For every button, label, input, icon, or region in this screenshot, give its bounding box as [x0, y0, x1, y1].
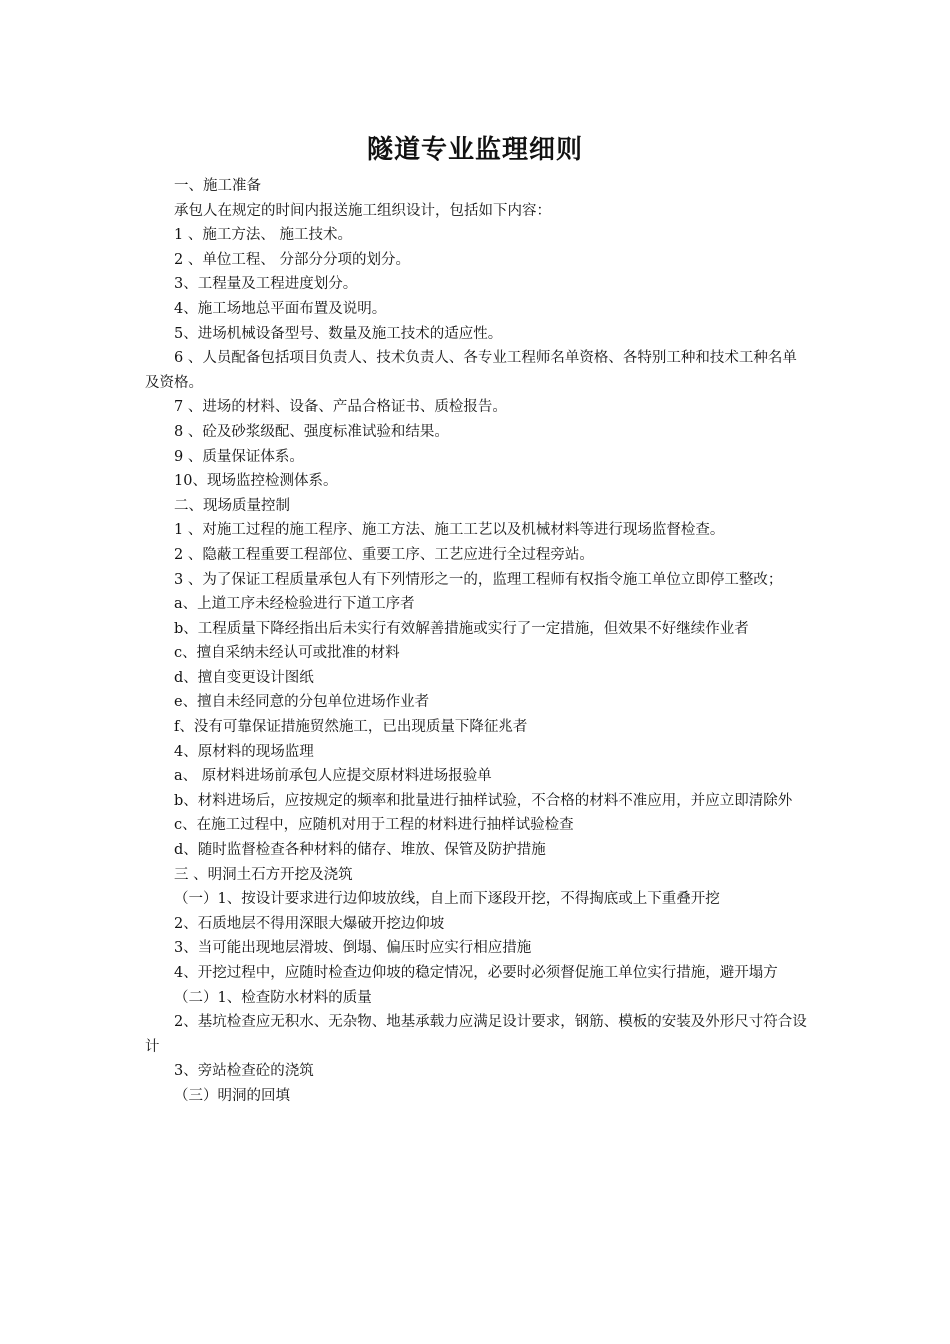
body-paragraph: （一）1、按设计要求进行边仰坡放线，自上而下逐段开挖，不得掏底或上下重叠开挖	[174, 891, 720, 908]
body-paragraph: 二、现场质量控制	[174, 497, 290, 514]
document-body	[145, 174, 810, 1109]
body-paragraph: 3、当可能出现地层滑坡、倒塌、偏压时应实行相应措施	[174, 940, 532, 957]
document-title: 隧道专业监理细则	[366, 135, 583, 165]
body-paragraph: c、在施工过程中，应随机对用于工程的材料进行抽样试验检查	[174, 817, 574, 834]
body-paragraph: a、上道工序未经检验进行下道工序者	[174, 596, 415, 613]
body-paragraph: 7 、进场的材料、设备、产品合格证书、质检报告。	[174, 399, 507, 416]
body-paragraph: 5、进场机械设备型号、数量及施工技术的适应性。	[174, 325, 503, 342]
body-paragraph: 4、施工场地总平面布置及说明。	[174, 300, 387, 317]
body-paragraph: 2 、单位工程、 分部分分项的划分。	[174, 251, 410, 268]
body-paragraph: 3、旁站检查砼的浇筑	[174, 1063, 314, 1080]
body-paragraph: 4、原材料的现场监理	[174, 743, 314, 760]
body-paragraph: f、没有可靠保证措施贸然施工，已出现质量下降征兆者	[174, 719, 528, 736]
body-paragraph: 4、开挖过程中，应随时检查边仰坡的稳定情况，必要时必须督促施工单位实行措施，避开塌方	[174, 965, 778, 981]
body-paragraph: 承包人在规定的时间内报送施工组织设计，包括如下内容：	[174, 202, 551, 219]
body-paragraph: 2、石质地层不得用深眼大爆破开挖边仰坡	[174, 915, 445, 932]
body-paragraph: a、 原材料进场前承包人应提交原材料进场报验单	[174, 768, 492, 785]
body-paragraph: e、擅自未经同意的分包单位进场作业者	[174, 694, 430, 711]
body-paragraph: d、随时监督检查各种材料的储存、堆放、保管及防护措施	[174, 842, 546, 859]
body-paragraph: 2、基坑检查应无积水、无杂物、地基承载力应满足设计要求，钢筋、模板的安装及外形尺寸符合设计	[145, 1014, 807, 1055]
body-paragraph: 三 、明洞土石方开挖及浇筑	[174, 866, 353, 883]
body-paragraph: c、擅自采纳未经认可或批准的材料	[174, 645, 400, 662]
body-paragraph: （三）明洞的回填	[174, 1087, 290, 1104]
body-paragraph: 1 、对施工过程的施工程序、施工方法、施工工艺以及机械材料等进行现场监督检查。	[174, 522, 725, 539]
body-paragraph: 8 、砼及砂浆级配、强度标准试验和结果。	[174, 423, 449, 440]
body-paragraph: 3 、为了保证工程质量承包人有下列情形之一的，监理工程师有权指令施工单位立即停工整改；	[174, 571, 783, 588]
body-paragraph: （二）1、检查防水材料的质量	[174, 989, 372, 1006]
body-paragraph: b、工程质量下降经指出后未实行有效解善措施或实行了一定措施，但效果不好继续作业者	[174, 620, 749, 637]
body-paragraph: 3、工程量及工程进度划分。	[174, 276, 358, 293]
body-paragraph: b、材料进场后，应按规定的频率和批量进行抽样试验，不合格的材料不准应用，并应立即清除外	[174, 792, 793, 809]
body-paragraph: 6 、人员配备包括项目负责人、技术负责人、各专业工程师名单资格、各特别工种和技术工种名单及资格。	[145, 350, 797, 391]
body-paragraph: 1 、施工方法、 施工技术。	[174, 227, 352, 244]
body-paragraph: d、擅自变更设计图纸	[174, 669, 314, 686]
body-paragraph: 一、施工准备	[174, 178, 261, 194]
body-paragraph: 2 、隐蔽工程重要工程部位、重要工序、工艺应进行全过程旁站。	[174, 546, 594, 563]
body-paragraph: 10、现场监控检测体系。	[174, 473, 338, 490]
body-paragraph: 9 、质量保证体系。	[174, 448, 304, 465]
